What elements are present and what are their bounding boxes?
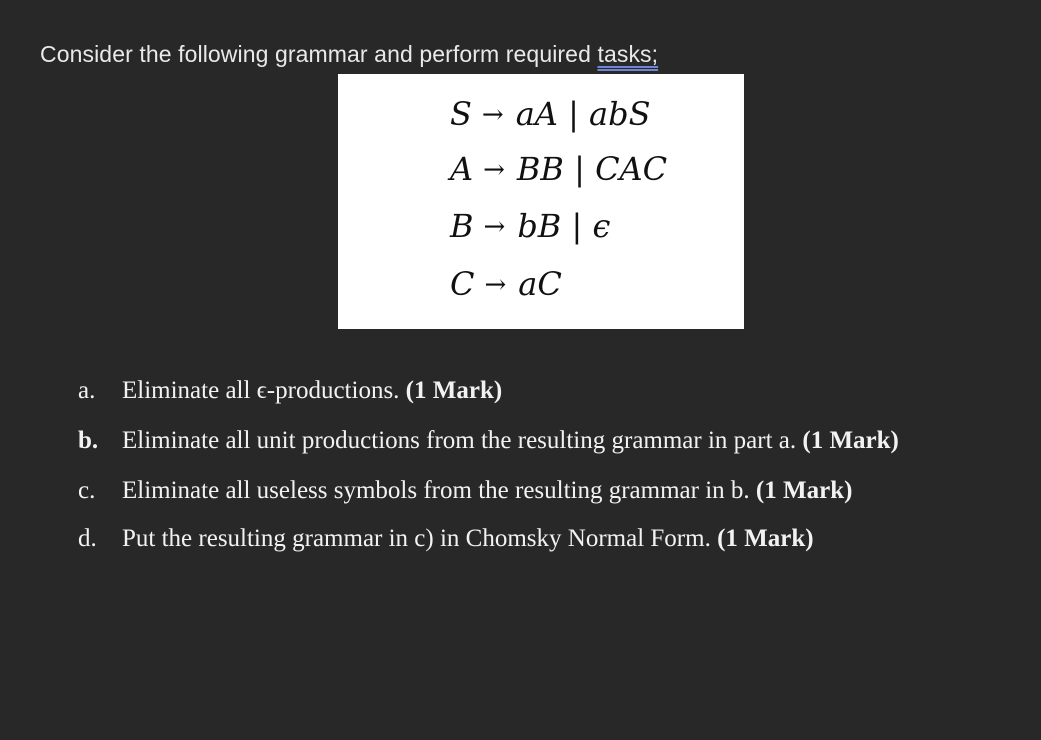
arrow-icon: →	[484, 270, 507, 300]
task-letter: a.	[78, 377, 96, 404]
intro-text: Consider the following grammar and perform required	[40, 41, 598, 67]
task-description: Eliminate all ϵ-productions.	[122, 377, 406, 404]
question-intro	[40, 41, 658, 68]
task-mark: (1 Mark)	[755, 477, 853, 504]
task-mark: (1 Mark)	[802, 427, 899, 454]
rule-lhs: B	[450, 207, 474, 245]
arrow-icon: →	[481, 100, 504, 130]
task-description: Eliminate all useless symbols from the resulting grammar in b.	[122, 477, 756, 504]
grammar-rule-s	[450, 95, 651, 133]
task-letter: d.	[78, 525, 97, 552]
rule-lhs: A	[450, 150, 474, 188]
task-description: Put the resulting grammar in c) in Chomsky Normal Form.	[122, 525, 718, 552]
grammar-rule-c	[450, 265, 562, 303]
rule-rhs: aA | abS	[515, 95, 651, 133]
arrow-icon: →	[483, 155, 505, 185]
rule-rhs: aC	[518, 265, 562, 303]
grammar-rule-a	[450, 150, 668, 188]
task-description: Eliminate all unit productions from the resulting grammar in part a.	[122, 427, 803, 454]
rule-rhs: bB | ϵ	[517, 207, 611, 245]
rule-lhs: S	[450, 95, 472, 133]
task-letter: c.	[78, 477, 96, 504]
rule-lhs: C	[450, 265, 475, 303]
rule-rhs: BB | CAC	[516, 150, 668, 188]
grammar-box	[338, 74, 744, 329]
task-text	[122, 427, 899, 455]
task-mark: (1 Mark)	[717, 525, 814, 552]
grammar-rule-b	[450, 207, 611, 245]
task-letter: b.	[78, 427, 99, 454]
task-mark: (1 Mark)	[405, 377, 503, 404]
task-text	[122, 377, 502, 405]
arrow-icon: →	[483, 212, 506, 242]
task-text	[122, 525, 814, 553]
intro-underlined-word: tasks;	[597, 41, 659, 67]
task-text	[122, 477, 852, 505]
